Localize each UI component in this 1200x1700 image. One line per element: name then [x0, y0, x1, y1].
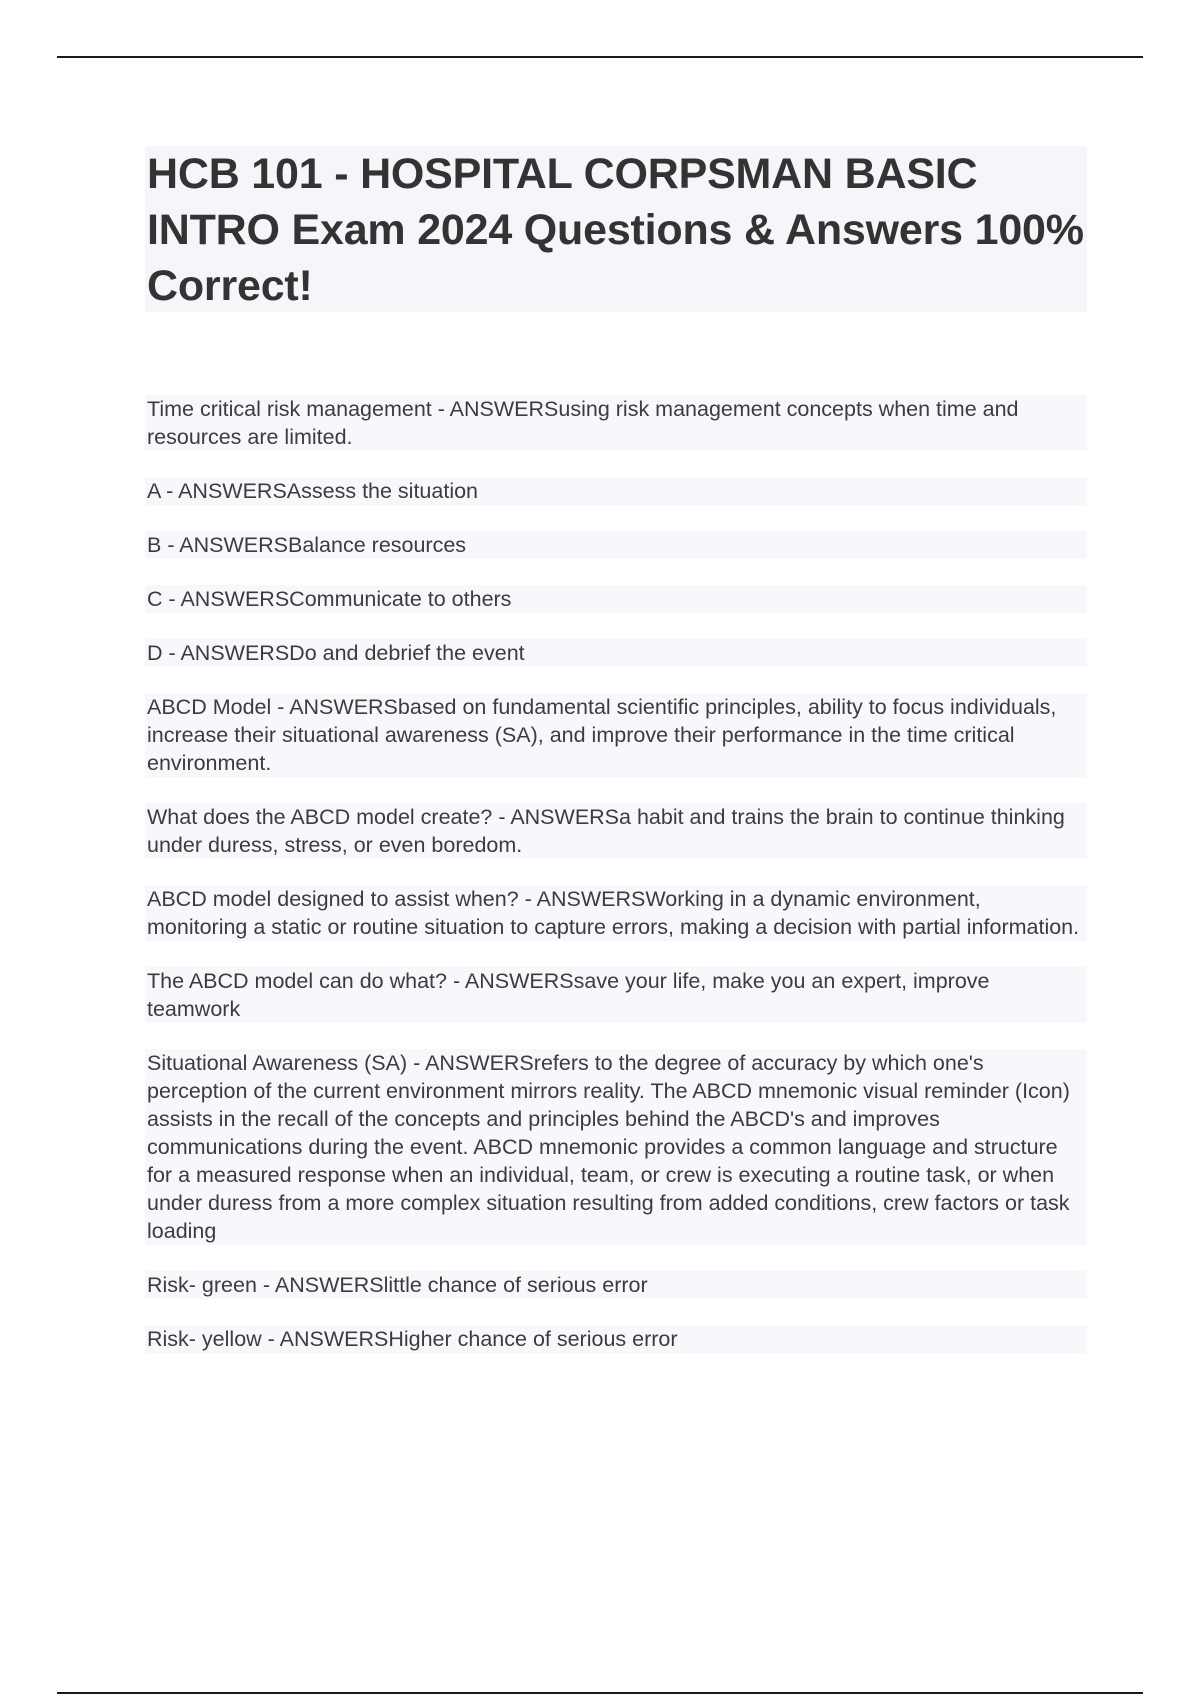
qa-entry	[145, 1049, 1087, 1245]
qa-term: Situational Awareness (SA)	[147, 1051, 408, 1075]
answer-marker: ANSWERS	[510, 805, 620, 829]
qa-answer: Higher chance of serious error	[388, 1327, 678, 1351]
qa-answer: Do and debrief the event	[289, 641, 525, 665]
qa-entry	[145, 693, 1087, 777]
qa-separator: -	[162, 641, 181, 665]
qa-separator: -	[492, 805, 511, 829]
qa-term: Risk- yellow	[147, 1327, 262, 1351]
qa-term: ABCD model designed to assist when?	[147, 887, 519, 911]
qa-term: A	[147, 479, 161, 503]
qa-answer: Assess the situation	[286, 479, 479, 503]
qa-entry	[145, 477, 1087, 505]
qa-term: Time critical risk management	[147, 397, 432, 421]
qa-term: ABCD Model	[147, 695, 272, 719]
qa-list	[145, 395, 1087, 1379]
qa-term: B	[147, 533, 162, 557]
qa-separator: -	[407, 1051, 426, 1075]
answer-marker: ANSWERS	[289, 695, 398, 719]
answer-marker: ANSWERS	[179, 533, 288, 557]
qa-separator: -	[261, 1327, 280, 1351]
answer-marker: ANSWERS	[449, 397, 559, 421]
answer-marker: ANSWERS	[274, 1273, 384, 1297]
qa-answer: save your life, make you an expert, improve teamwork	[147, 969, 990, 1021]
bottom-rule	[57, 1692, 1143, 1694]
qa-answer: a habit and trains the brain to continue thinking under duress, stress, or even boredom.	[147, 805, 1065, 857]
qa-answer: Working in a dynamic environment, monitoring a static or routine situation to capture errors, making a decision with partial information.	[147, 887, 1080, 939]
qa-answer: based on fundamental scientific principles, ability to focus individuals, increase their situational awareness (SA), and improve their performance in the time critical environment.	[147, 695, 1057, 775]
answer-marker: ANSWERS	[536, 887, 646, 911]
qa-separator: -	[518, 887, 537, 911]
answer-marker: ANSWERS	[279, 1327, 389, 1351]
answer-marker: ANSWERS	[425, 1051, 534, 1075]
qa-term: C	[147, 587, 163, 611]
qa-term: Risk- green	[147, 1273, 257, 1297]
qa-term: D	[147, 641, 163, 665]
title-block	[145, 146, 1087, 312]
qa-entry	[145, 1325, 1087, 1353]
qa-separator: -	[160, 479, 179, 503]
qa-answer: little chance of serious error	[383, 1273, 648, 1297]
answer-marker: ANSWERS	[180, 587, 290, 611]
document-title: HCB 101 - HOSPITAL CORPSMAN BASIC INTRO Exam 2024 Questions & Answers 100% Correct!	[147, 150, 1084, 310]
answer-marker: ANSWERS	[180, 641, 290, 665]
qa-entry	[145, 585, 1087, 613]
qa-answer: Communicate to others	[289, 587, 512, 611]
qa-separator: -	[256, 1273, 275, 1297]
qa-entry	[145, 885, 1087, 941]
qa-term: The ABCD model can do what?	[147, 969, 447, 993]
qa-separator: -	[431, 397, 450, 421]
qa-separator: -	[162, 587, 181, 611]
top-rule	[57, 56, 1143, 58]
qa-answer: refers to the degree of accuracy by which one's perception of the current environment mirrors reality. The ABCD mnemonic visual reminder (Icon) assists in the recall of the concepts and principles behind the ABCD's and improves communications during the event. ABCD mnemonic provides a common language and structure for a measured response when an individual, team, or crew is executing a routine task, or when under duress from a more complex situation resulting from added conditions, crew factors or task loading	[147, 1051, 1070, 1243]
qa-entry	[145, 639, 1087, 667]
qa-answer: Balance resources	[287, 533, 467, 557]
qa-entry	[145, 531, 1087, 559]
qa-separator: -	[161, 533, 180, 557]
qa-term: What does the ABCD model create?	[147, 805, 493, 829]
answer-marker: ANSWERS	[178, 479, 287, 503]
qa-entry	[145, 803, 1087, 859]
qa-answer: using risk management concepts when time and resources are limited.	[147, 397, 1019, 449]
qa-entry	[145, 967, 1087, 1023]
answer-marker: ANSWERS	[464, 969, 574, 993]
qa-entry	[145, 1271, 1087, 1299]
qa-separator: -	[446, 969, 465, 993]
qa-entry	[145, 395, 1087, 451]
qa-separator: -	[271, 695, 290, 719]
